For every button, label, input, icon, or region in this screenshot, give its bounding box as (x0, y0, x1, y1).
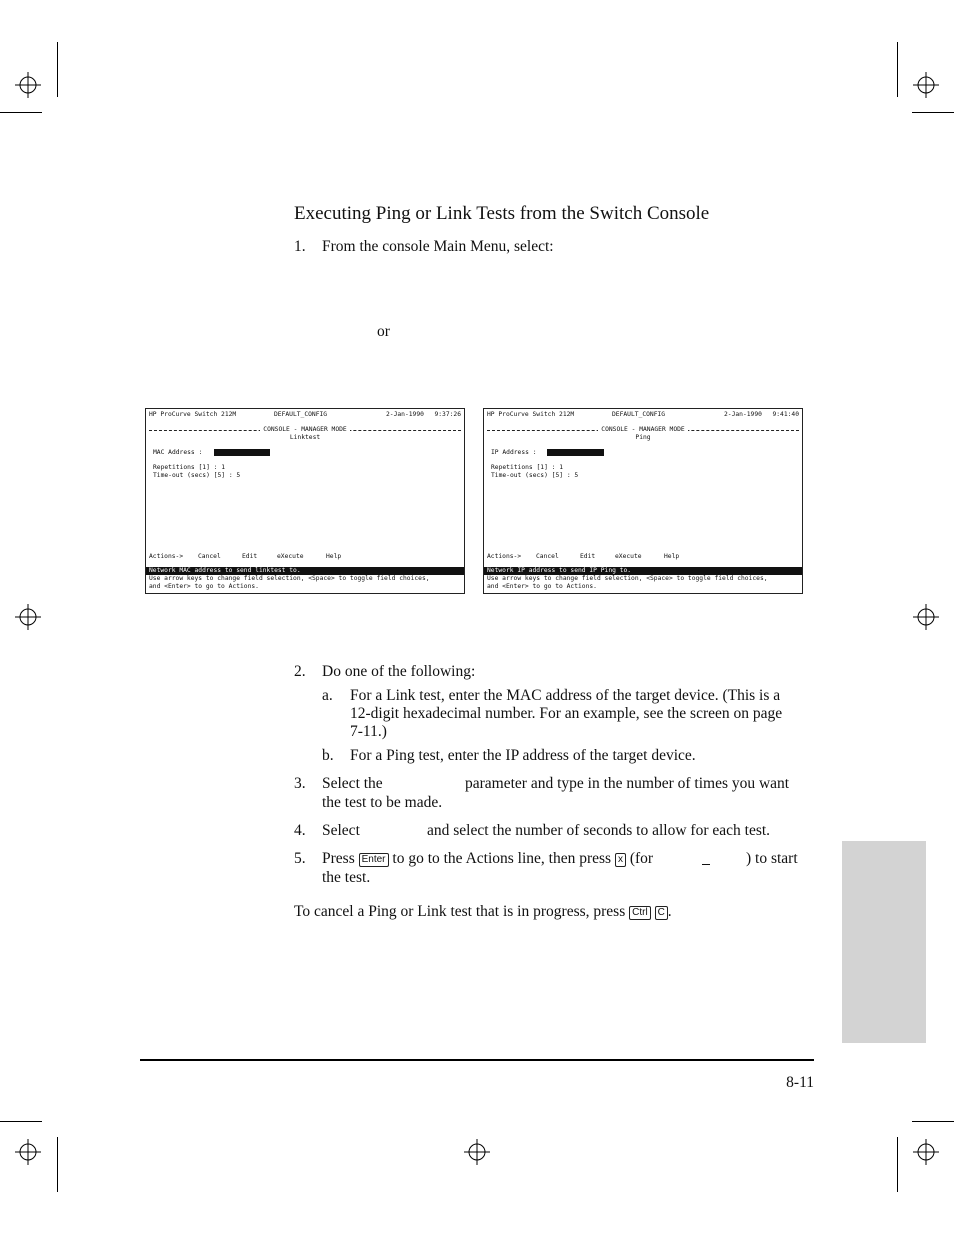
step-number: 4. (294, 822, 306, 839)
actions-label: Actions-> (487, 553, 522, 560)
crop-mark (57, 42, 58, 97)
mac-address-input[interactable] (214, 449, 270, 456)
help-line: Use arrow keys to change field selection, <Space> to toggle field choices, (149, 575, 430, 582)
registration-mark-icon (15, 604, 41, 630)
execute-action[interactable]: eXecute (615, 553, 642, 560)
step-number: 5. (294, 850, 306, 867)
step-text: parameter and type in the number of times you want (465, 775, 790, 792)
step-text-line: the test. (322, 869, 371, 886)
registration-mark-icon (15, 1139, 41, 1165)
edit-action[interactable]: Edit (242, 553, 258, 560)
cancel-instruction (294, 903, 672, 921)
step-number: 3. (294, 775, 306, 792)
screen-subtitle: Linktest (289, 434, 321, 441)
screen-date: 2-Jan-1990 (724, 411, 762, 418)
chapter-thumb-tab (842, 841, 926, 1043)
crop-mark (57, 1137, 58, 1192)
x-key-icon: x (615, 853, 626, 867)
step-text: For a Ping test, enter the IP address of the target device. (350, 747, 696, 764)
step-text-part: ) to start (746, 850, 798, 867)
execute-action[interactable]: eXecute (277, 553, 304, 560)
step-text-line: 12-digit hexadecimal number. For an example, see the screen on page (350, 705, 783, 722)
screen-date: 2-Jan-1990 (386, 411, 424, 418)
step-text: Do one of the following: (322, 663, 476, 680)
step-text-part: to go to the Actions line, then press (392, 850, 612, 867)
repetitions-field[interactable]: Repetitions [1] : 1 (491, 464, 564, 471)
ip-address-label: IP Address : (491, 449, 537, 456)
step-text: From the console Main Menu, select: (322, 238, 554, 255)
help-action[interactable]: Help (326, 553, 342, 560)
timeout-field[interactable]: Time-out (secs) [5] : 5 (491, 472, 579, 479)
step-text: Select the (322, 775, 383, 792)
registration-mark-icon (913, 1139, 939, 1165)
help-bar: Network MAC address to send linktest to. (146, 567, 464, 575)
registration-mark-icon (913, 72, 939, 98)
crop-mark (912, 1121, 954, 1122)
c-key-icon: C (655, 906, 668, 920)
help-bar: Network IP address to send IP Ping to. (484, 567, 802, 575)
ctrl-key-icon: Ctrl (629, 906, 651, 920)
help-line: and <Enter> to go to Actions. (487, 583, 597, 590)
linktest-console-screen (145, 408, 465, 594)
cancel-end: . (667, 903, 672, 920)
or-text: or (377, 323, 390, 340)
screen-title: HP ProCurve Switch 212M (487, 411, 575, 418)
step-text (322, 850, 653, 868)
step-number: 1. (294, 238, 306, 255)
screen-title: HP ProCurve Switch 212M (149, 411, 237, 418)
screen-config: DEFAULT_CONFIG (274, 411, 328, 418)
step-number: 2. (294, 663, 306, 680)
crop-mark (897, 42, 898, 97)
section-heading: Executing Ping or Link Tests from the Switch Console (294, 203, 710, 224)
step-text-line: 7-11.) (350, 723, 387, 740)
step-text-part: Press (322, 850, 355, 867)
timeout-field[interactable]: Time-out (secs) [5] : 5 (153, 472, 241, 479)
screen-mode: CONSOLE - MANAGER MODE (598, 426, 687, 433)
page-number: 8-11 (786, 1074, 814, 1091)
ip-address-input[interactable] (547, 449, 604, 456)
crop-mark (0, 112, 42, 113)
screen-time: 9:41:40 (772, 411, 799, 418)
screen-subtitle: Ping (635, 434, 651, 441)
crop-mark (912, 112, 954, 113)
help-action[interactable]: Help (664, 553, 680, 560)
enter-key-icon: Enter (359, 853, 389, 867)
footer-rule (140, 1059, 814, 1061)
edit-action[interactable]: Edit (580, 553, 596, 560)
step-text-line: For a Link test, enter the MAC address of the target device. (This is a (350, 687, 781, 704)
step-text-part: (for (629, 850, 654, 867)
step-text: Select (322, 822, 360, 839)
mac-address-label: MAC Address : (153, 449, 203, 456)
cancel-text: To cancel a Ping or Link test that is in progress, press (294, 903, 626, 920)
step-text: and select the number of seconds to allow for each test. (427, 822, 771, 839)
underline-mark (702, 864, 710, 865)
repetitions-field[interactable]: Repetitions [1] : 1 (153, 464, 226, 471)
help-line: Use arrow keys to change field selection, <Space> to toggle field choices, (487, 575, 768, 582)
screen-time: 9:37:26 (434, 411, 461, 418)
ping-console-screen (483, 408, 803, 594)
screen-mode: CONSOLE - MANAGER MODE (260, 426, 349, 433)
registration-mark-icon (913, 604, 939, 630)
screen-config: DEFAULT_CONFIG (612, 411, 666, 418)
crop-mark (897, 1137, 898, 1192)
cancel-action[interactable]: Cancel (198, 553, 221, 560)
crop-mark (0, 1121, 42, 1122)
actions-label: Actions-> (149, 553, 184, 560)
step-letter: a. (322, 687, 333, 704)
help-line: and <Enter> to go to Actions. (149, 583, 259, 590)
registration-mark-icon (464, 1139, 490, 1165)
registration-mark-icon (15, 72, 41, 98)
step-letter: b. (322, 747, 334, 764)
cancel-action[interactable]: Cancel (536, 553, 559, 560)
step-text-line: the test to be made. (322, 794, 443, 811)
